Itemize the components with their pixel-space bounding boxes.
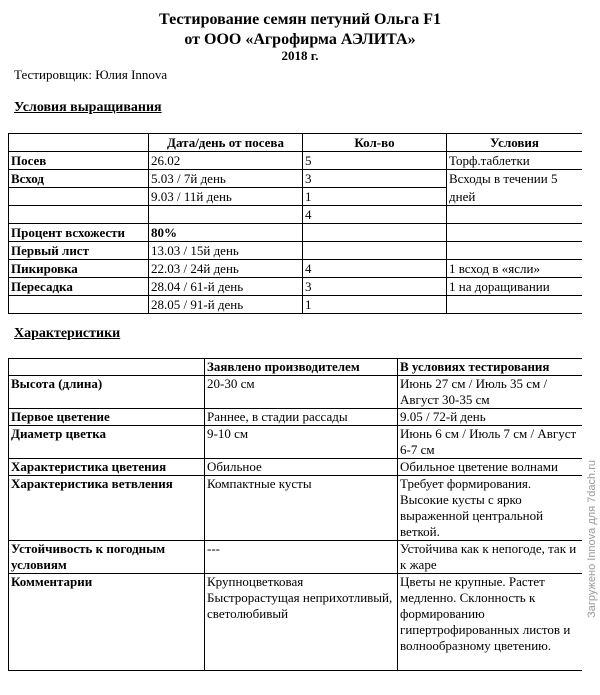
- qty-cell: [303, 224, 447, 242]
- qty-cell: 4: [303, 206, 447, 224]
- tested-cell: Требует формирования. Высокие кусты с ярко выраженной центральной веткой.: [398, 476, 583, 541]
- table-row: [9, 426, 583, 459]
- cond-cell: дней: [447, 188, 583, 206]
- tester-name: Тестировщик: Юлия Innova: [14, 67, 168, 82]
- row-label: Высота (длина): [9, 376, 205, 409]
- tested-cell: Июнь 6 см / Июль 7 см / Август 6-7 см: [398, 426, 583, 459]
- row-label: Пикировка: [9, 260, 149, 278]
- row-label: [9, 206, 149, 224]
- table-row: [9, 152, 583, 170]
- table-row: [9, 476, 583, 541]
- qty-cell: 4: [303, 260, 447, 278]
- row-label: Характеристика цветения: [9, 459, 205, 476]
- declared-cell: Компактные кусты: [205, 476, 398, 541]
- table-row: [9, 206, 583, 224]
- tested-cell: 9.05 / 72-й день: [398, 409, 583, 426]
- document-title: Тестирование семян петуний Ольга F1: [159, 11, 441, 28]
- header-cell: Условия: [447, 134, 583, 152]
- header-cell: [9, 134, 149, 152]
- header-cell: В условиях тестирования: [398, 359, 583, 376]
- declared-cell: 9-10 см: [205, 426, 398, 459]
- declared-cell: Крупноцветковая Быстрорастущая неприхотливый, светолюбивый: [205, 574, 398, 671]
- date-cell: 13.03 / 15й день: [149, 242, 303, 260]
- qty-cell: 1: [303, 296, 447, 314]
- table-row: [9, 296, 583, 314]
- watermark-text: Загружено Innova для 7dach.ru: [586, 460, 598, 618]
- date-cell: 28.04 / 61-й день: [149, 278, 303, 296]
- row-label: Характеристика ветвления: [9, 476, 205, 541]
- row-label: [9, 296, 149, 314]
- row-label: Первое цветение: [9, 409, 205, 426]
- cond-cell: 1 на доращивании: [447, 278, 583, 296]
- row-label: Процент всхожести: [9, 224, 149, 242]
- date-cell: 9.03 / 11й день: [149, 188, 303, 206]
- table-row: [9, 541, 583, 574]
- section-characteristics: Характеристики: [14, 326, 121, 341]
- cond-cell: [447, 296, 583, 314]
- characteristics-table: [8, 358, 583, 671]
- tested-cell: Обильное цветение волнами: [398, 459, 583, 476]
- qty-cell: 1: [303, 188, 447, 206]
- table-header-row: [9, 359, 583, 376]
- cond-cell: 1 всход в «ясли»: [447, 260, 583, 278]
- table-row: [9, 376, 583, 409]
- document-subtitle: от ООО «Агрофирма АЭЛИТА»: [184, 31, 416, 48]
- qty-cell: 3: [303, 170, 447, 188]
- row-label: Устойчивость к погодным условиям: [9, 541, 205, 574]
- header-cell: [9, 359, 205, 376]
- declared-cell: Обильное: [205, 459, 398, 476]
- header-cell: Заявлено производителем: [205, 359, 398, 376]
- tested-cell: Цветы не крупные. Растет медленно. Склонность к формированию гипертрофированных листов и волнообразному цветению.: [398, 574, 583, 671]
- cond-cell: [447, 206, 583, 224]
- cond-cell: [447, 242, 583, 260]
- declared-cell: Раннее, в стадии рассады: [205, 409, 398, 426]
- row-label: Комментарии: [9, 574, 205, 671]
- row-label: Диаметр цветка: [9, 426, 205, 459]
- table-row: [9, 188, 583, 206]
- table-header-row: [9, 134, 583, 152]
- qty-cell: 3: [303, 278, 447, 296]
- date-cell: 22.03 / 24й день: [149, 260, 303, 278]
- table-row: [9, 170, 583, 188]
- declared-cell: 20-30 см: [205, 376, 398, 409]
- date-cell: 80%: [149, 224, 303, 242]
- cond-cell: Торф.таблетки: [447, 152, 583, 170]
- section-growing-conditions: Условия выращивания: [14, 100, 162, 115]
- table-row: [9, 260, 583, 278]
- table-row: [9, 574, 583, 671]
- document-year: 2018 г.: [281, 48, 319, 63]
- declared-cell: ---: [205, 541, 398, 574]
- date-cell: 5.03 / 7й день: [149, 170, 303, 188]
- qty-cell: 5: [303, 152, 447, 170]
- header-cell: Дата/день от посева: [149, 134, 303, 152]
- growing-conditions-table: [8, 133, 583, 314]
- cond-cell: Всходы в течении 5: [447, 170, 583, 188]
- row-label: Посев: [9, 152, 149, 170]
- row-label: Всход: [9, 170, 149, 188]
- cond-cell: [447, 224, 583, 242]
- date-cell: [149, 206, 303, 224]
- row-label: [9, 188, 149, 206]
- table-row: [9, 242, 583, 260]
- table-row: [9, 459, 583, 476]
- row-label: Пересадка: [9, 278, 149, 296]
- qty-cell: [303, 242, 447, 260]
- row-label: Первый лист: [9, 242, 149, 260]
- date-cell: 28.05 / 91-й день: [149, 296, 303, 314]
- table-row: [9, 278, 583, 296]
- table-row: [9, 224, 583, 242]
- tested-cell: Устойчива как к непогоде, так и к жаре: [398, 541, 583, 574]
- date-cell: 26.02: [149, 152, 303, 170]
- tested-cell: Июнь 27 см / Июль 35 см / Август 30-35 см: [398, 376, 583, 409]
- table-row: [9, 409, 583, 426]
- header-cell: Кол-во: [303, 134, 447, 152]
